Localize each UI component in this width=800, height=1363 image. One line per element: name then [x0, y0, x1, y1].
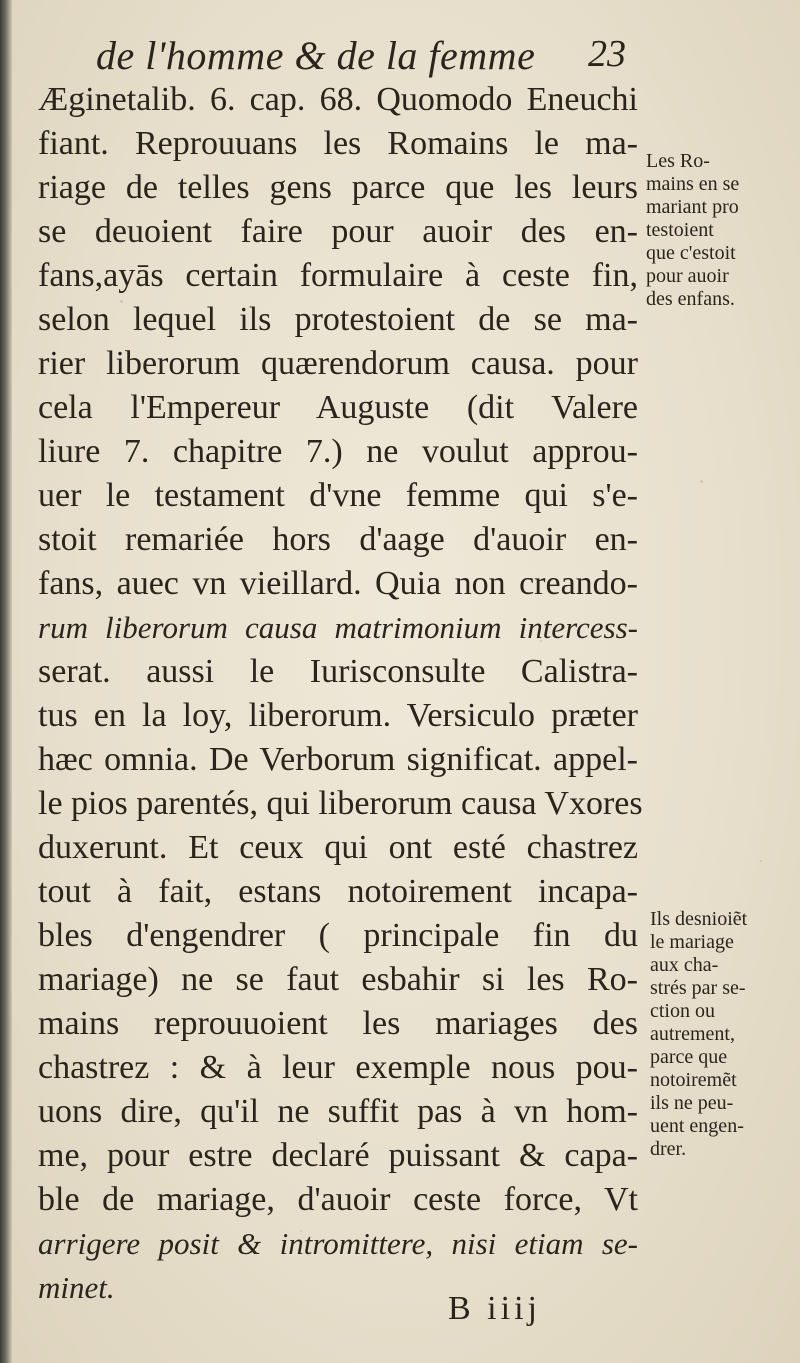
- text-line: se deuoient faire pour auoir des en-: [38, 213, 638, 250]
- margin-note-line: mariant pro: [646, 196, 739, 218]
- text-line: Æginetalib. 6. cap. 68. Quomodo Eneuchi: [38, 81, 638, 118]
- text-line: serat. aussi le Iurisconsulte Calistra-: [38, 653, 638, 690]
- text-line: minet.: [38, 1270, 115, 1305]
- margin-note-line: strés par se-: [650, 977, 746, 999]
- margin-note-line: notoiremẽt: [650, 1069, 737, 1091]
- margin-note-line: ils ne peu-: [650, 1092, 734, 1114]
- margin-note-line: drer.: [650, 1138, 687, 1160]
- text-line: fans, auec vn vieillard. Quia non creando-: [38, 565, 638, 602]
- text-line: liure 7. chapitre 7.) ne voulut approu-: [38, 433, 638, 470]
- text-line: selon lequel ils protestoient de se ma-: [38, 301, 638, 338]
- text-line: duxerunt. Et ceux qui ont esté chastrez: [38, 829, 638, 866]
- margin-note-line: des enfans.: [646, 288, 735, 310]
- text-line: riage de telles gens parce que les leurs: [38, 169, 638, 206]
- text-line: le pios parentés, qui liberorum causa Vxores: [38, 785, 643, 822]
- text-line: uer le testament d'vne femme qui s'e-: [38, 477, 638, 514]
- margin-note-chastres: [650, 908, 747, 1161]
- margin-note-line: que c'estoit: [646, 242, 736, 264]
- page-number: 23: [588, 33, 626, 75]
- main-text-block: [38, 78, 643, 1310]
- margin-note-line: le mariage: [650, 931, 734, 953]
- margin-note-line: aux cha-: [650, 954, 719, 976]
- signature-mark: B iiij: [448, 1290, 541, 1327]
- text-line: stoit remariée hors d'aage d'auoir en-: [38, 521, 638, 558]
- text-line: cela l'Empereur Auguste (dit Valere: [38, 389, 638, 426]
- text-line: arrigere posit & intromittere, nisi etiam se-: [38, 1226, 638, 1261]
- text-line: ble de mariage, d'auoir ceste force, Vt: [38, 1181, 638, 1218]
- text-line: me, pour estre declaré puissant & capa-: [38, 1137, 638, 1174]
- margin-note-line: uent engen-: [650, 1115, 744, 1137]
- text-line: mariage) ne se faut esbahir si les Ro-: [38, 961, 638, 998]
- text-line: uons dire, qu'il ne suffit pas à vn hom-: [38, 1093, 638, 1130]
- page-gutter-shadow: [0, 0, 12, 1363]
- margin-note-line: Ils desnioiẽt: [650, 908, 748, 930]
- text-line: bles d'engendrer ( principale fin du: [38, 917, 638, 954]
- text-line: fans,ayās certain formulaire à ceste fin,: [38, 257, 638, 294]
- text-line: mains reprouuoient les mariages des: [38, 1005, 638, 1042]
- text-line: tus en la loy, liberorum. Versiculo præter: [38, 697, 638, 734]
- margin-note-line: parce que: [650, 1046, 728, 1068]
- margin-note-line: pour auoir: [646, 265, 729, 287]
- running-head: de l'homme & de la femme: [96, 33, 536, 78]
- text-line: rier liberorum quærendorum causa. pour: [38, 345, 638, 382]
- margin-note-line: autrement,: [650, 1023, 735, 1045]
- margin-note-romans: [646, 150, 739, 311]
- margin-note-line: Les Ro-: [646, 150, 710, 172]
- text-line: rum liberorum causa matrimonium intercess-: [38, 610, 638, 645]
- margin-note-line: ction ou: [650, 1000, 715, 1022]
- text-line: fiant. Reprouuans les Romains le ma-: [38, 125, 638, 162]
- text-line: hæc omnia. De Verborum significat. appel-: [38, 741, 638, 778]
- margin-note-line: mains en se: [646, 173, 740, 195]
- margin-note-line: testoient: [646, 219, 714, 241]
- page-header: [0, 22, 800, 82]
- text-line: chastrez : & à leur exemple nous pou-: [38, 1049, 638, 1086]
- text-line: tout à fait, estans notoirement incapa-: [38, 873, 638, 910]
